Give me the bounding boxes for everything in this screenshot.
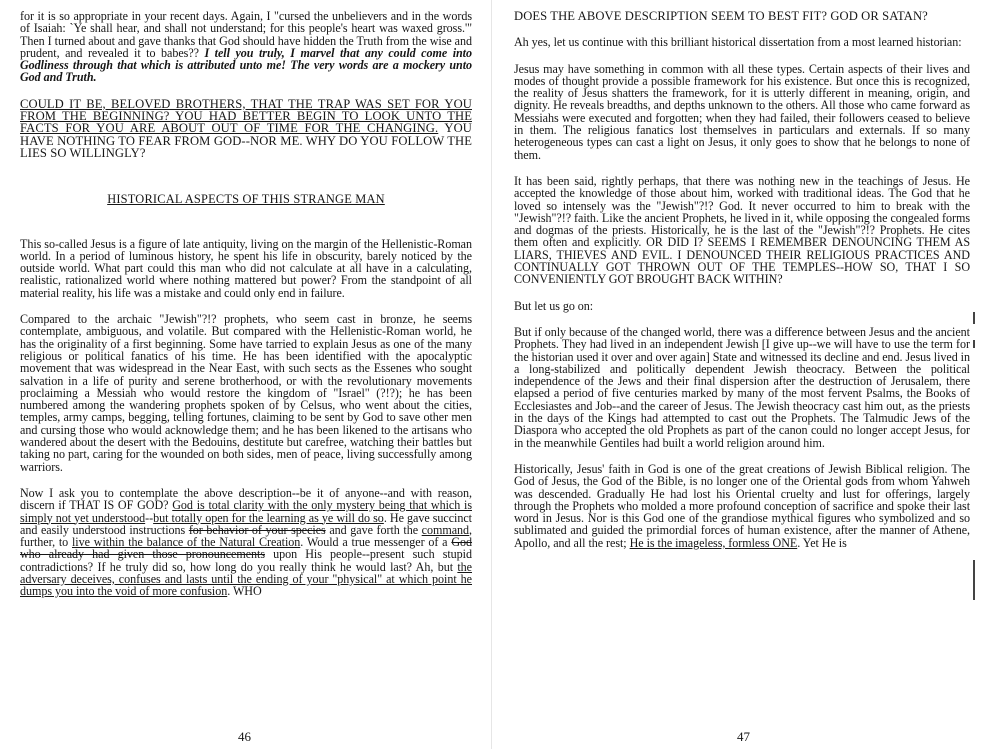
- page-number: 47: [737, 728, 750, 744]
- right-page: [492, 0, 984, 749]
- underlined-text: but totally open for the learning as ye will do so: [153, 510, 384, 525]
- struck-text: God who already had given those pronouncements: [20, 535, 473, 562]
- right-paragraph-4: It has been said, rightly perhaps, that there was nothing new in the teachings of Jesus. He accepted the knowledge of those about him, worked with traditional ideas. The God that he loved so intensely was the "Jewish"?!? God. It never occurred to him to break with the "Jewish"?!? faith. Like the ancient Prophets, he lived in it, while opposing the congealed forms and dogmas of the priests. Historically, he is the last of the "Jewish"?!? Prophets. He cites them often and explicitly. OR DID I? SEEMS I REMEMBER DENOUNCING THEM AS LIARS, THIEVES AND EVIL. I DENOUNCED THEIR RELIGIOUS PRACTICES AND CONTINUALLY GOT THROWN OUT OF THE TEMPLES--HOW SO, THAT I SO CONVENIENTLY GOT BROUGHT BACK WITHIN?: [514, 173, 970, 287]
- underlined-text: the adversary deceives, confuses and lasts until the ending of your "physical" at which point he dumps you into the void of more confusion: [20, 559, 472, 599]
- right-paragraph-1: DOES THE ABOVE DESCRIPTION SEEM TO BEST FIT? GOD OR SATAN?: [514, 9, 928, 23]
- right-paragraph-5: But let us go on:: [514, 298, 594, 313]
- underlined-text: God is total clarity with the only mystery being that which is simply not yet understood: [20, 498, 472, 525]
- left-paragraph-2: COULD IT BE, BELOVED BROTHERS, THAT THE TRAP WAS SET FOR YOU FROM THE BEGINNING? YOU HAD BETTER BEGIN TO LOOK UNTO THE FACTS FOR YOU ARE ABOUT OUT OF TIME FOR THE CHANGING. YOU HAVE NOTHING TO FEAR FROM GOD--NOR ME. WHY DO YOU FOLLOW THE LIES SO WILLINGLY?: [20, 96, 472, 160]
- struck-text: for behavior of your species: [188, 522, 326, 537]
- right-paragraph-7: Historically, Jesus' faith in God is one of the great creations of Jewish Biblical religion. The God of Jesus, the God of the Bible, is no longer one of the Oriental gods from whom Yahweh was descended. Gradually He had lost his Oriental cruelty and lust for offerings, largely through the Prophets who molded a more profound conception of sacrifice and spoke their last word in Jesus. Nor is this God one of the grandiose mythical figures who symbolized and so sublimated and guided the primordial forces of human existence, after the manner of Athene, Apollo, and all the rest; He is the imageless, formless ONE. Yet He is: [514, 461, 970, 550]
- left-paragraph-5: Now I ask you to contemplate the above description--be it of anyone--and with reason, discern if THAT IS OF GOD? God is total clarity with the only mystery being that which is simply not yet understood--but totally open for the learning as ye will do so. He gave succinct and easily understood instructions for behavior of your species and gave forth the command, further, to live within the balance of the Natural Creation. Would a true messenger of a God who already had given those pronouncements upon His people--present such stupid contradictions? If he truly did so, how long do you really think he would last? Ah, but the adversary deceives, confuses and lasts until the ending of your "physical" at which point he dumps you into the void of more confusion. WHO: [20, 485, 473, 599]
- right-paragraph-2: Ah yes, let us continue with this brilliant historical dissertation from a most learned historian:: [514, 35, 962, 50]
- left-paragraph-3: This so-called Jesus is a figure of late antiquity, living on the margin of the Hellenistic-Roman world. In a period of luminous history, he spent his life in obscurity, barely noticed by the outside world. What part could this man who did not calculate at all have in a calculating, realistic, rationalized world where nothing mattered but power? From the standpoint of all material reality, his life was a mistake and could only end in failure.: [20, 236, 472, 300]
- emphasis-text: I tell you truly, I marvel that any could come into Godliness through that which is attributed unto me! The very words are a mockery unto God and Truth.: [20, 45, 472, 85]
- underlined-text: COULD IT BE, BELOVED BROTHERS, THAT THE TRAP WAS SET FOR YOU FROM THE BEGINNING? YOU HAD BETTER BEGIN TO LOOK UNTO THE FACTS FOR YOU ARE ABOUT OUT OF TIME FOR THE CHANGING.: [20, 96, 472, 136]
- right-paragraph-6: But if only because of the changed world, there was a difference between Jesus and the ancient Prophets. They had lived in an independent Jewish [I give up--we will have to use the term for the historian used it over and over again] State and witnessed its decline and end. Jesus lived in a long-stabilized and politically dependent Jewish theocracy. Between the political independence of the Jews and their final dispersion after the destruction of Jerusalem, there elapsed a period of five centuries marked by many of the most fervent Psalms, the Books of Ecclesiastes and Job--and the career of Jesus. The Jewish theocracy cast him out, as the priests in the days of the Kings had attempted to cast out the Prophets. The Talmudic Jews of the Diaspora who accepted the old Prophets as part of the canon could no longer accept Jesus, for in the meanwhile Gentiles had built a world religion around him.: [514, 324, 970, 450]
- underlined-text: live within the balance of the Natural Creation: [72, 535, 301, 550]
- page-number: 46: [238, 728, 251, 744]
- right-paragraph-3: Jesus may have something in common with all these types. Certain aspects of their lives and modes of thought provide a possible framework for his existence. But once this is recognized, the reality of Jesus shatters the framework, for it is utterly different in meaning, origin, and dignity. He reveals breadths, and depths unknown to the others. All those who came forward as Messiahs were executed and forgotten; when they had failed, their followers ceased to believe in them. The religious fanatics lost themselves in particulars and externals. If so many heterogeneous types can cast a light on Jesus, it only goes to show that he belongs to none of them.: [514, 61, 970, 162]
- underlined-text: He is the imageless, formless ONE: [629, 535, 798, 550]
- left-paragraph-1: for it is so appropriate in your recent days. Again, I "cursed the unbelievers and in the words of Isaiah: `Ye shall hear, and shall not understand; for this people's heart was waxed gross.'" Then I turned about and gave thanks that God should have hidden the Truth from the wise and prudent, and revealed it to babes?? I tell you truly, I marvel that any could come into Godliness through that which is attributed unto me! The very words are a mockery unto God and Truth.: [20, 9, 472, 85]
- left-paragraph-4: Compared to the archaic "Jewish"?!? prophets, who seem cast in bronze, he seems contemplate, ambiguous, and volatile. But compared with the Hellenistic-Roman world, he has the originality of a first beginning. Some have tarried to explain Jesus as one of the many religious or political fanatics of his time. He has been identified with the apocalyptic movement that was widespread in the Near East, with such sects as the Essenes who sought salvation in a life of purity and serene brotherhood, or with the revolutionary movements proclaiming a Messiah who would restore the kingdom of "Israel" (?!?); he has been numbered among the wandering prophets spoken of by Celsus, who went about the cities, temples, army camps, begging, telling fortunes, claiming to be sent by God to save other men and cursing those who would acknowledge them; and he has been likened to the artisans who wandered about the desert with the Bedouins, destitute but carefree, watching their battles but taking no part, caring for the wounded on both sides, men of peace, living successfully among warriors.: [20, 312, 472, 474]
- section-heading: HISTORICAL ASPECTS OF THIS STRANGE MAN: [107, 192, 385, 207]
- underlined-text: command: [421, 522, 470, 537]
